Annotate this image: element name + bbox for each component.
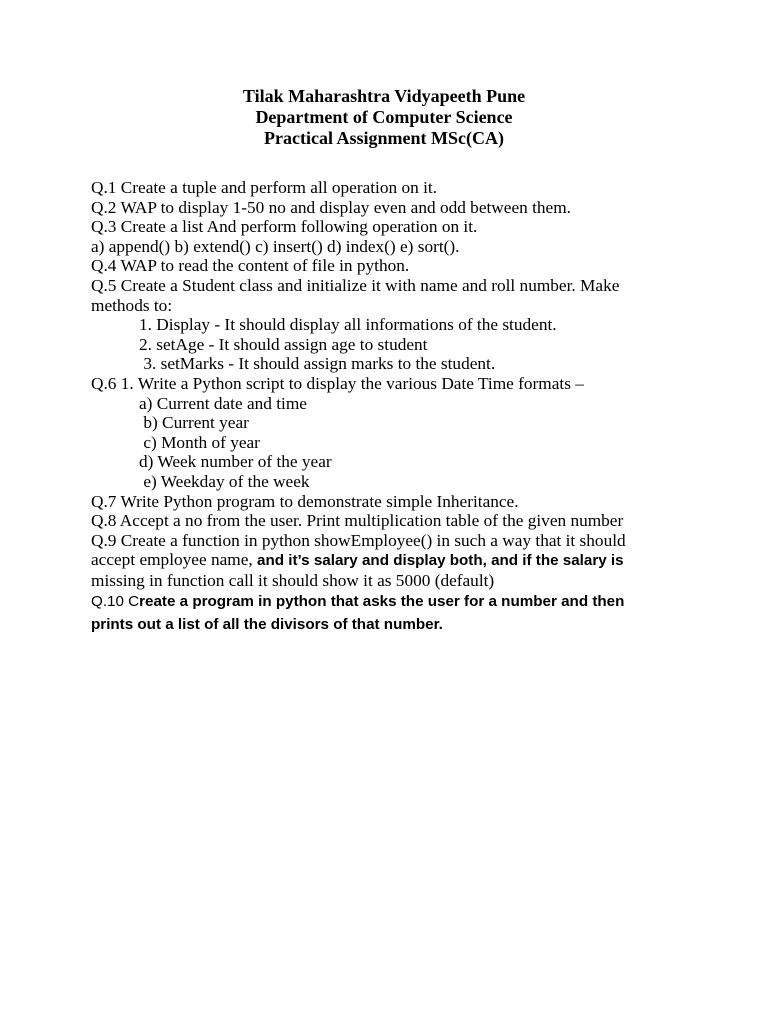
question-5-item: 1. Display - It should display all informations of the student. bbox=[139, 315, 557, 335]
question-5-item: 3. setMarks - It should assign marks to the student. bbox=[139, 354, 496, 374]
question-9-bold-text: and it’s salary and display both, and if the salary is bbox=[257, 552, 624, 570]
question-10-continued: prints out a list of all the divisors of that number. bbox=[91, 616, 443, 634]
question-3: Q.3 Create a list And perform following operation on it. bbox=[91, 217, 478, 237]
question-3-operations: a) append() b) extend() c) insert() d) index() e) sort(). bbox=[91, 236, 460, 256]
question-5-item: 2. setAge - It should assign age to student bbox=[139, 334, 428, 354]
question-9-continued bbox=[91, 550, 761, 571]
document-header bbox=[0, 86, 768, 149]
question-1: Q.1 Create a tuple and perform all operation on it. bbox=[91, 178, 437, 197]
question-9-text: accept employee name, bbox=[91, 550, 258, 570]
question-9: Q.9 Create a function in python showEmployee() in such a way that it should bbox=[91, 530, 626, 550]
department-name: Department of Computer Science bbox=[255, 107, 513, 127]
question-6-item: e) Weekday of the week bbox=[139, 471, 310, 491]
question-4: Q.4 WAP to read the content of file in python. bbox=[91, 256, 410, 276]
question-10-text: reate a program in python that asks the user for a number and then bbox=[139, 593, 625, 611]
question-list bbox=[91, 178, 761, 636]
question-6: Q.6 1. Write a Python script to display the various Date Time formats – bbox=[91, 373, 584, 393]
question-6-item: c) Month of year bbox=[139, 432, 260, 452]
question-9-end: missing in function call it should show it as 5000 (default) bbox=[91, 570, 495, 590]
question-10-prefix: Q.10 C bbox=[91, 593, 140, 611]
institution-name: Tilak Maharashtra Vidyapeeth Pune bbox=[242, 86, 526, 106]
question-2: Q.2 WAP to display 1-50 no and display even and odd between them. bbox=[91, 197, 571, 217]
question-5-continued: methods to: bbox=[91, 295, 173, 315]
question-5: Q.5 Create a Student class and initialize it with name and roll number. Make bbox=[91, 275, 620, 295]
question-8: Q.8 Accept a no from the user. Print multiplication table of the given number bbox=[91, 511, 624, 531]
question-6-item: d) Week number of the year bbox=[139, 452, 332, 472]
question-6-item: b) Current year bbox=[139, 413, 249, 433]
question-7: Q.7 Write Python program to demonstrate simple Inheritance. bbox=[91, 491, 519, 511]
assignment-title: Practical Assignment MSc(CA) bbox=[264, 128, 504, 148]
question-10 bbox=[91, 590, 761, 613]
question-6-item: a) Current date and time bbox=[139, 393, 307, 413]
